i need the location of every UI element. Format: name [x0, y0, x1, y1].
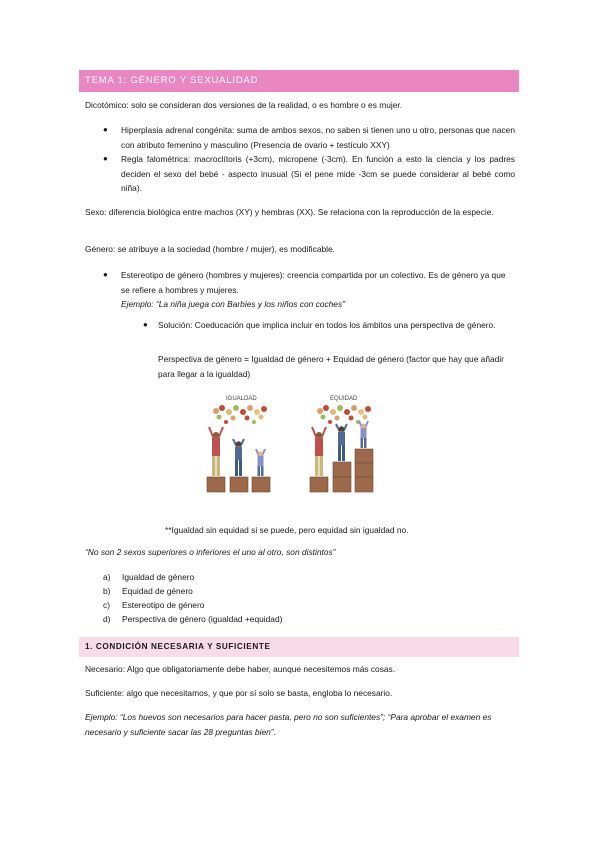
list-item: Estereotipo de género: [122, 600, 205, 610]
bullet-solucion: Solución: Coeducación que implica incluir en todos los ámbitos una perspectiva de género.: [158, 320, 496, 330]
bullet-icon: ●: [143, 320, 148, 329]
sexo-paragraph: Sexo: diferencia biológica entre machos (XY) y hembras (XX). Se relaciona con la reproducción de la especie.: [85, 207, 494, 217]
list-letter: a): [103, 572, 111, 582]
label-equidad: EQUIDAD: [330, 396, 358, 402]
suficiente-paragraph: Suficiente: algo que necesitamos, y que por sí solo se basta, engloba lo necesario.: [85, 688, 393, 698]
list-letter: c): [103, 600, 110, 610]
genero-paragraph: Género: se atribuye a la sociedad (hombre / mujer), es modificable.: [85, 244, 335, 254]
bullet-hiperplasia: Hiperplasia adrenal congénita: suma de ambos sexos, no saben si tienen uno u otro, personas que nacen con atributo femenino y masculino (Presencia de ovario + testículo XXY): [121, 125, 515, 150]
list-letter: d): [103, 614, 111, 624]
cita-sexos: “No son 2 sexos superiores o inferiores el uno al otro, son distintos”: [85, 547, 336, 557]
tree-canopy-left: [213, 405, 267, 424]
nota-igualdad-equidad: **Igualdad sin equidad si se puede, pero equidad sin igualdad no.: [165, 525, 409, 535]
dicotomico-paragraph: Dicotómico: solo se consideran dos versiones de la realidad, o es hombre o es mujer.: [85, 100, 403, 110]
bullet-icon: ●: [103, 154, 108, 163]
list-item: Igualdad de género: [122, 572, 195, 582]
section-heading-tema1: TEMA 1: GÉNERO Y SEXUALIDAD: [79, 70, 519, 92]
list-item: Equidad de género: [122, 586, 193, 596]
list-letter: b): [103, 586, 111, 596]
section-heading-condicion: 1. CONDICIÓN NECESARIA Y SUFICIENTE: [79, 637, 519, 657]
bullet-icon: ●: [103, 270, 108, 279]
tree-canopy-right: [317, 405, 371, 424]
igualdad-people: [209, 427, 265, 476]
ejemplo-condicion: Ejemplo: “Los huevos son necesarios para hacer pasta, pero no son suficientes”; “Para aprobar el examen es necesario y suficiente sacar las 28 preguntas bien”.: [85, 712, 492, 737]
ejemplo-estereotipo: Ejemplo: “La niña juega con Barbies y los niños con coches”: [121, 299, 345, 309]
bullet-icon: ●: [103, 125, 108, 134]
necesario-paragraph: Necesario: Algo que obligatoriamente debe haber, aunque necesitemos más cosas.: [85, 664, 396, 674]
list-item: Perspectiva de género (igualdad +equidad): [122, 614, 283, 624]
bullet-estereotipo: Estereotipo de género (hombres y mujeres): creencia compartida por un colectivo. Es de género ya que se refiere a hombres y mujeres.: [121, 270, 506, 295]
bullet-regla-falometrica: Regla falométrica: macroclítoris (+3cm), micropene (-3cm). En función a esto la ciencia y los padres deciden el sexo del bebé - aspecto inusual (Si el pene mide -3cm se puede considerar al bebé como niña).: [121, 154, 515, 193]
label-igualdad: IGUALDAD: [226, 396, 257, 402]
perspectiva-paragraph: Perspectiva de género = Igualdad de género + Equidad de género (factor que hay que añadir para llegar a la igualdad): [158, 354, 504, 379]
igualdad-boxes: [207, 477, 270, 492]
igualdad-equidad-illustration: [196, 391, 390, 511]
